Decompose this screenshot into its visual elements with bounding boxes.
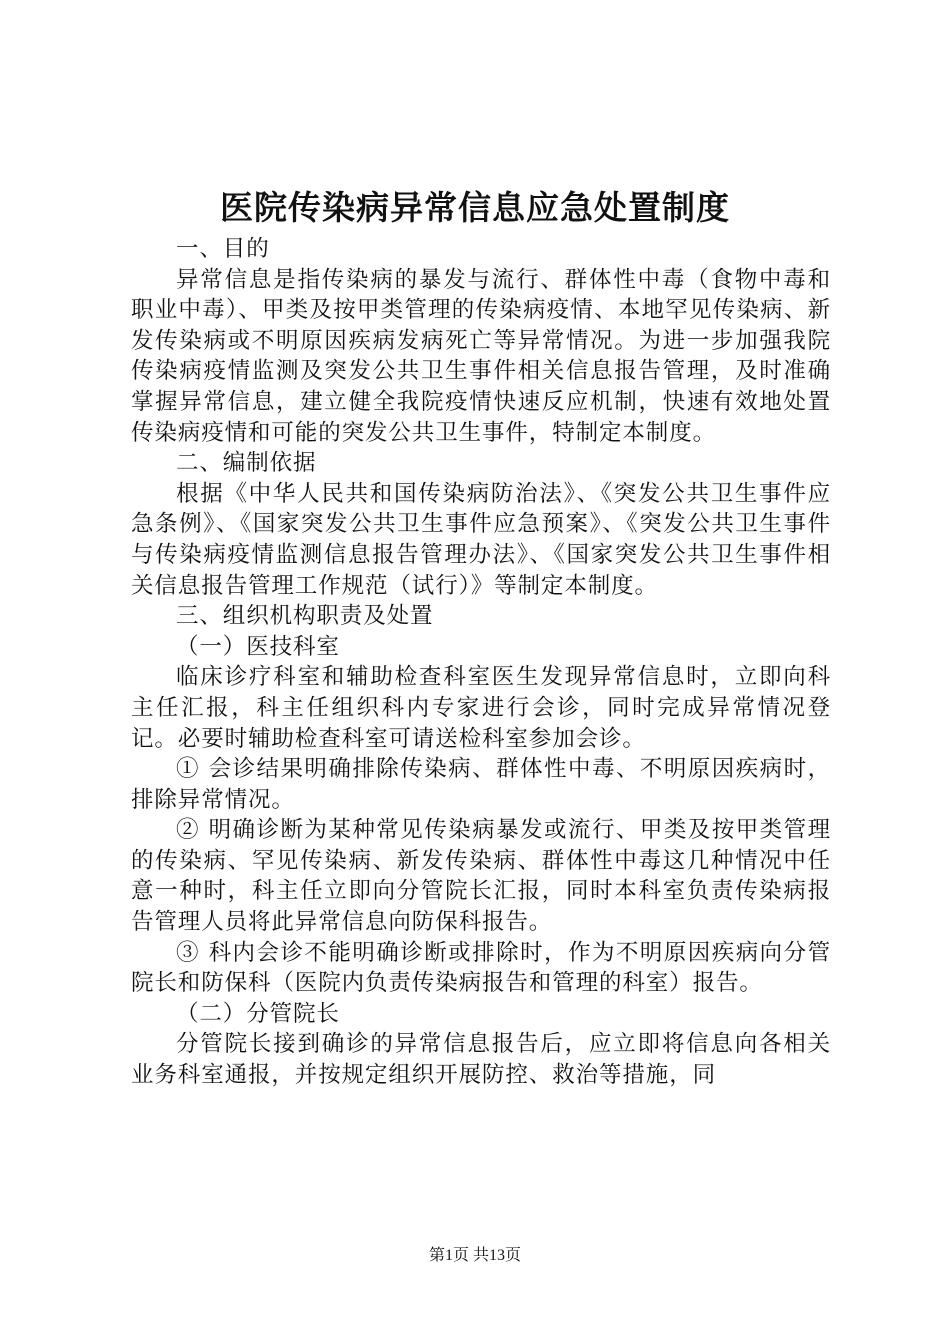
paragraph-item-3: ③ 科内会诊不能明确诊断或排除时，作为不明原因疾病向分管院长和防保科（医院内负责传染病报告和管理的科室）报告。	[131, 939, 831, 997]
paragraph-vice-president: 分管院长接到确诊的异常信息报告后，应立即将信息向各相关业务科室通报，并按规定组织开展防控、救治等措施，同	[131, 1031, 831, 1089]
paragraph-item-2: ② 明确诊断为某种常见传染病暴发或流行、甲类及按甲类管理的传染病、罕见传染病、新发传染病、群体性中毒这几种情况中任意一种时，科主任立即向分管院长汇报，同时本科室负责传染病报告管理人员将此异常信息向防保科报告。	[131, 817, 831, 936]
subsection-heading-vice-president: （二）分管院长	[176, 1000, 340, 1027]
paragraph-purpose: 异常信息是指传染病的暴发与流行、群体性中毒（食物中毒和职业中毒）、甲类及按甲类管理的传染病疫情、本地罕见传染病、新发传染病或不明原因疾病发病死亡等异常情况。为进一步加强我院传染病疫情监测及突发公共卫生事件相关信息报告管理，及时准确掌握异常信息，建立健全我院疫情快速反应机制，快速有效地处置传染病疫情和可能的突发公共卫生事件，特制定本制度。	[131, 266, 831, 446]
page-number: 第1页 共13页	[428, 1247, 521, 1264]
section-heading-basis: 二、编制依据	[176, 450, 317, 477]
document-body	[131, 234, 831, 1091]
section-heading-purpose: 一、目的	[176, 236, 270, 262]
subsection-heading-medical-departments: （一）医技科室	[176, 633, 340, 660]
paragraph-item-1: ① 会诊结果明确排除传染病、群体性中毒、不明原因疾病时，排除异常情况。	[131, 756, 831, 813]
paragraph-basis: 根据《中华人民共和国传染病防治法》、《突发公共卫生事件应急条例》、《国家突发公共卫生事件应急预案》、《突发公共卫生事件与传染病疫情监测信息报告管理办法》、《国家突发公共卫生事件相关信息报告管理工作规范（试行）》等制定本制度。	[131, 480, 831, 599]
section-heading-organization: 三、组织机构职责及处置	[176, 603, 434, 630]
page-title: 医院传染病异常信息应急处置制度	[220, 188, 730, 227]
paragraph-medical-departments: 临床诊疗科室和辅助检查科室医生发现异常信息时，立即向科主任汇报，科主任组织科内专家进行会诊，同时完成异常情况登记。必要时辅助检查科室可请送检科室参加会诊。	[131, 664, 831, 752]
